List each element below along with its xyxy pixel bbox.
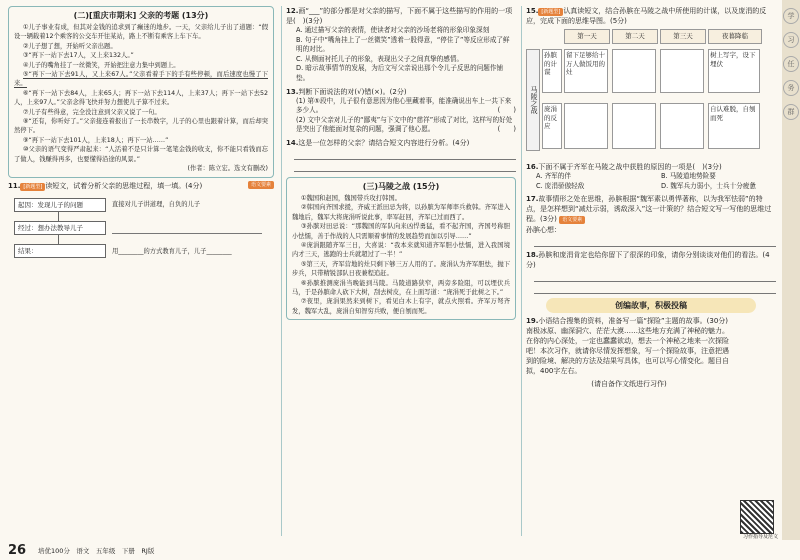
day-header: 第三天 xyxy=(660,29,706,44)
cell-blank[interactable] xyxy=(612,49,656,93)
question-18: 18.孙膑和庞涓肯定也给你留下了很深的印象，请你分别谈谈对他们的看法。(4分) xyxy=(526,251,770,270)
page-footer xyxy=(0,540,800,560)
qr-code[interactable] xyxy=(740,500,774,534)
passage-title: (二)[重庆市期末] 父亲的考题 (13分) xyxy=(73,11,209,20)
paragraph: ⑨“再下一站下去101人，上来18人；再下一站……” xyxy=(22,136,169,144)
answer-line[interactable] xyxy=(534,284,776,294)
question-11: 11. [新题型] 读短文，试着分析父亲的思维过程，填一填。(4分) 语文要素 xyxy=(8,181,274,191)
paragraph: ⑥孙膑推测庞涓当晚能到马陵。马陵道路狭窄，两旁多险阻，可以埋伏兵马，于是孙膑命人砍下大树，刮去树皮，在上面写道：“庞涓死于此树之下。” xyxy=(292,279,510,296)
judge-item[interactable]: (2) 文中父亲对儿子的“鄙夷”与下文中的“慈祥”形成了对比，这样写的好处是突出了他能面对复杂的问题，强调了他心愿。 ( ) xyxy=(296,115,516,134)
day-header: 夜暮降临 xyxy=(708,29,762,44)
side-char: 习 xyxy=(783,32,799,48)
paragraph: ②韩国向齐国求援，齐威王派田忌为将，以孙膑为军师率兵救韩。齐军进入魏地后，魏军大将庞涓听说此事，率军赶回，齐军已过而西了。 xyxy=(292,204,510,221)
side-char: 学 xyxy=(783,8,799,24)
flow-result: 结果： xyxy=(14,244,106,258)
answer-line[interactable] xyxy=(534,237,776,247)
cell-filled: 自认难脱，自刎而死 xyxy=(708,103,760,149)
mind-map-side-label: 马陵之战 xyxy=(526,49,540,151)
question-17: 17.故事情形之处在思维，孙膑根据“魏军素以勇悍著称，以为我军怯弱”的特点，是怎样想到“减灶示弱，诱敌深入”这一计策的？结合短文写一写他的思维过程。(3分) 语文要素 xyxy=(526,195,772,224)
column-right xyxy=(522,0,780,540)
paragraph-underlined: ⑤“再下一站下去91人，又上来67人。”父亲看着手下的手有些停顿，而后速度也慢了下来。 xyxy=(14,71,268,88)
column-left xyxy=(0,0,280,540)
page-number: 26 xyxy=(8,543,27,558)
option[interactable]: A. 齐军的伴 xyxy=(536,172,571,180)
question-16: 16.下面不属于齐军在马陵之战中获胜的原因的一项是( )(3分) xyxy=(526,163,722,171)
question-15: 15. [新题型] 认真读短文，结合孙膑在马陵之战中所使用的计谋，以及庞涓的反应，完成下面的思维导图。(5分) xyxy=(526,7,767,25)
answer-line[interactable] xyxy=(294,150,516,160)
answer-line[interactable] xyxy=(112,224,262,234)
paragraph: ⑧“还有，你听好了。”父亲接连着报出了一长串数字，儿子的心里也跟着计算，而后却突然停下。 xyxy=(14,118,268,135)
question-12: 12.画“___”的部分都是对父亲的描写，下面不属于这些描写的作用的一项是( )(3分) xyxy=(286,7,513,25)
cell-filled: 树上写字，设下埋伏 xyxy=(708,49,760,93)
row-label: 庞涓的反应 xyxy=(542,103,562,149)
mind-map xyxy=(526,29,776,159)
qr-caption: 习作指导及范文 xyxy=(742,534,778,540)
answer-prefix: 孙膑心想： xyxy=(526,226,561,235)
paragraph: ⑩父亲的语气变得严肃起来：“人活着不是只计算一笔笔金钱的收支，你不能只看钱而忘了做人，钱赚得再多，也要懂得沿途的风景。” xyxy=(14,146,268,163)
flow-process: 经过：想办法教导儿子 xyxy=(14,221,106,235)
option[interactable]: D. 魏军兵力弱小，士兵十分疲惫 xyxy=(661,181,756,190)
row-label: 孙膑的计谋 xyxy=(542,49,562,93)
paragraph: ④儿子的嘴角挂了一丝微笑，开始把注意力集中到题上。 xyxy=(22,61,180,69)
cell-blank[interactable] xyxy=(660,49,704,93)
passage-title: (三)马陵之战 (15分) xyxy=(362,181,440,191)
answer-line[interactable] xyxy=(534,272,776,282)
paragraph: ①魏国和赵国，魏国带兵攻打韩国。 xyxy=(300,194,401,202)
passage-fathers-test xyxy=(8,6,274,178)
cell-blank[interactable] xyxy=(660,103,704,149)
paragraph: ③孙膑对田忌说：“那魏国的军队向来凶悍勇猛，看不起齐国，齐国号称胆小怯懦，善于作战的人只需顺着事情的发展趋势而加以引导……” xyxy=(292,223,510,240)
paragraph: ⑦儿子有些得意，完全没注意到父亲又说了一句。 xyxy=(22,108,161,116)
thinking-flowchart xyxy=(8,194,274,266)
paragraph: ③“再下一站下去17人，又上来132人。” xyxy=(22,52,134,60)
paragraph: ②儿子想了想，开始听父亲出题。 xyxy=(22,42,117,50)
option[interactable]: B. 马陵道地势险要 xyxy=(661,172,716,180)
cell-filled: 留下足够给十万人做饭用的灶 xyxy=(564,49,608,93)
paragraph: ⑤第三天，齐军营地的灶只剩下够三万人用的了。庞涓认为齐军胆怯，抛下步兵，只带精锐部队日夜兼程追赶。 xyxy=(292,260,510,278)
option[interactable]: A. 通过描写父亲的表情，使读者对父亲的沙场老将的形象印象深刻 xyxy=(296,26,490,34)
side-tab xyxy=(782,0,800,540)
cell-blank[interactable] xyxy=(564,103,608,149)
flow-cause: 起因：发现儿子的问题 xyxy=(14,198,106,212)
question-13: 13.判断下面说法的对(√)错(×)。(2分) xyxy=(286,87,407,96)
flow-result-text: 用________的方式教育儿子，儿子________ xyxy=(112,247,232,255)
paragraph: ④庞涓跟随齐军三日，大喜说：“我本来就知道齐军胆小怯懦，进入我国境内才三天，逃跑的士兵就超过了一半！” xyxy=(292,241,510,259)
day-header: 第二天 xyxy=(612,29,658,44)
side-char: 群 xyxy=(783,104,799,120)
option[interactable]: B. 句子中“嘴角挂上了一丝微笑”透着一股得意，“停住了”等反应形成了鲜明的对比。 xyxy=(296,35,510,54)
question-19: 19.小语结合搜集的资料，准备写一篇“探险”主题的故事。(30分)南极冰原、幽深洞穴、茫茫大漠……这些地方充满了神秘的魅力。在你的内心深处，一定也蠢蠢欲动，想去一个神秘之地来一次探险吧！本次习作，就请你尽情发挥想象，写一个探险故事，注意把遇到的险境、解决的方法及结果写具体，也可以写心情变化。题目自拟，400字左右。 xyxy=(526,317,729,376)
option[interactable]: C. 庞涓骄傲轻敌 xyxy=(536,181,585,190)
day-header: 第一天 xyxy=(564,29,610,44)
side-char: 任 xyxy=(783,56,799,72)
passage-maling-battle xyxy=(286,177,516,320)
paragraph: ⑥“再下一站下去84人，上来65人；再下一站下去114人，上来37人；再下一站下去52人，上来97人。”父亲念得飞快并努力想使儿子算不过来。 xyxy=(14,89,268,107)
paragraph: ⑦夜里，庞涓果然来到树下，看见白木上有字，就点火照看。齐军万弩齐发，魏军大乱，庞涓自知智穷兵败，便自刎而死。 xyxy=(292,298,510,315)
cell-blank[interactable] xyxy=(612,103,656,149)
options-grid xyxy=(526,172,776,191)
column-middle xyxy=(282,0,520,540)
section-banner: 创编故事，积极投稿 xyxy=(546,298,756,313)
side-char: 务 xyxy=(783,80,799,96)
option[interactable]: D. 暗示故事情节的发展，为后文写父亲说出那个令儿子反思的问题作铺垫。 xyxy=(296,64,504,82)
note: (请自备作文纸进行习作) xyxy=(591,380,667,389)
question-14: 14.这是一位怎样的父亲？请结合短文内容进行分析。(4分) xyxy=(286,138,470,147)
option[interactable]: C. 从侧面衬托儿子的形象，表现出父子之间真挚的感情。 xyxy=(296,54,464,63)
judge-item[interactable]: (1) 第⑤段中，儿子很有意思因为他心里藏着事，能准确说出车上一共下来多少人。 ( ) xyxy=(296,96,516,115)
answer-line[interactable] xyxy=(294,162,516,172)
book-info: 培优100分 语文 五年级 下册 RJ版 xyxy=(38,547,155,555)
paragraph: ①儿子事业有成，但其对金钱的追求到了癫迷的地步。一天，父亲给儿子出了道题：“假设一辆载着12个乘客的公交车开往某站，路上不断有乘客上车下车。 xyxy=(14,24,268,41)
flow-cause-text: 直接对儿子讲道理，自负的儿子 xyxy=(112,200,201,208)
source-note: (作者：陈立宏。选文有删改) xyxy=(187,165,268,173)
